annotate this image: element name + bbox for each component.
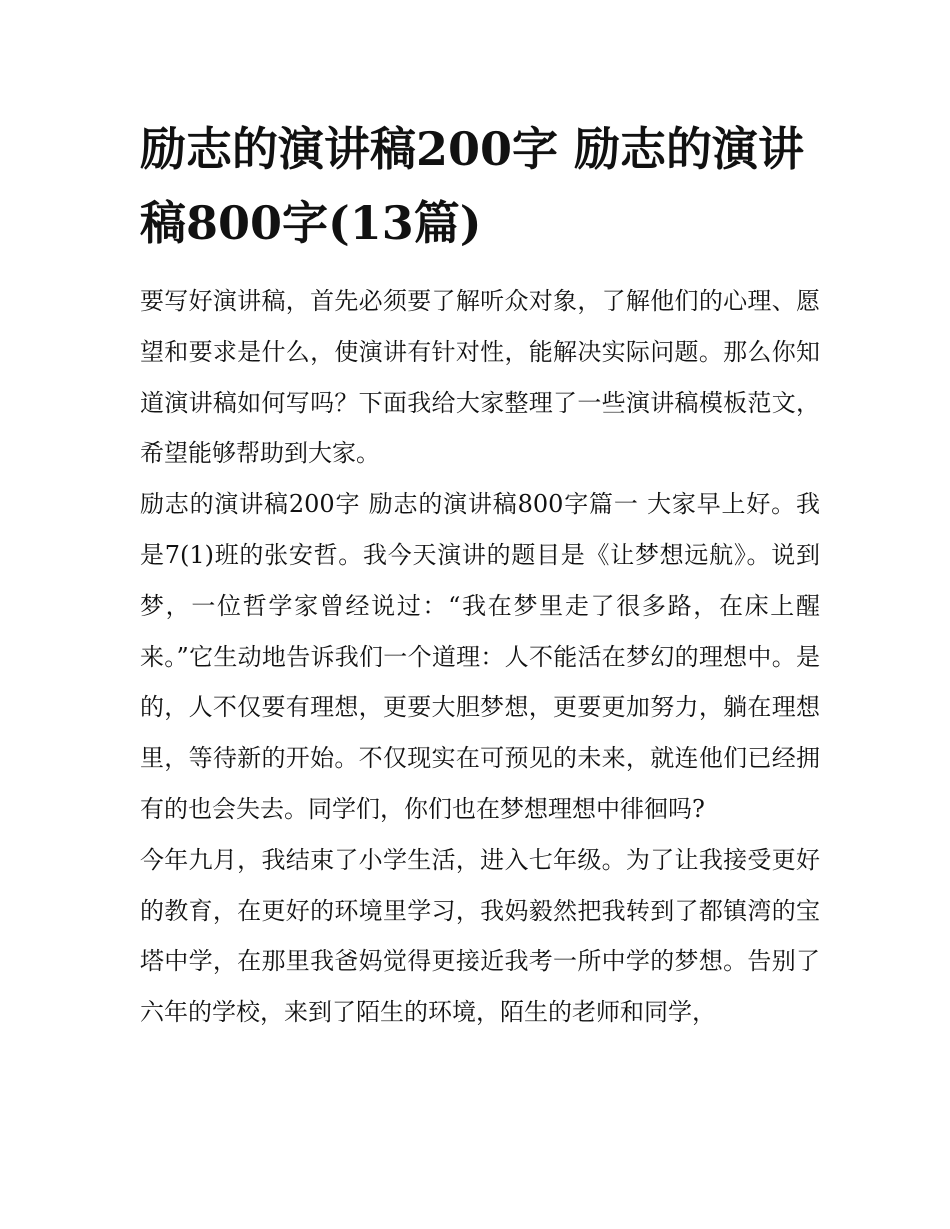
paragraph-september: 今年九月，我结束了小学生活，进入七年级。为了让我接受更好的教育，在更好的环境里学习，我妈毅然把我转到了都镇湾的宝塔中学，在那里我爸妈觉得更接近我考一所中学的梦想。告别了六年的学校，来到了陌生的环境，陌生的老师和同学，	[140, 845, 820, 1027]
document-title: 励志的演讲稿200字 励志的演讲稿800字(13篇)	[140, 122, 805, 250]
paragraph-speech-one: 励志的演讲稿200字 励志的演讲稿800字篇一 大家早上好。我是7(1)班的张安哲。我今天演讲的题目是《让梦想远航》。说到梦，一位哲学家曾经说过：“我在梦里走了很多路，在床上醒来。”它生动地告诉我们一个道理：人不能活在梦幻的理想中。是的，人不仅要有理想，更要大胆梦想，更要更加努力，躺在理想里，等待新的开始。不仅现实在可预见的未来，就连他们已经拥有的也会失去。同学们，你们也在梦想理想中徘徊吗?	[140, 490, 820, 823]
document-body	[140, 112, 820, 1038]
paragraph-intro: 要写好演讲稿，首先必须要了解听众对象，了解他们的心理、愿望和要求是什么，使演讲有针对性，能解决实际问题。那么你知道演讲稿如何写吗？下面我给大家整理了一些演讲稿模板范文，希望能够帮助到大家。	[140, 287, 820, 468]
